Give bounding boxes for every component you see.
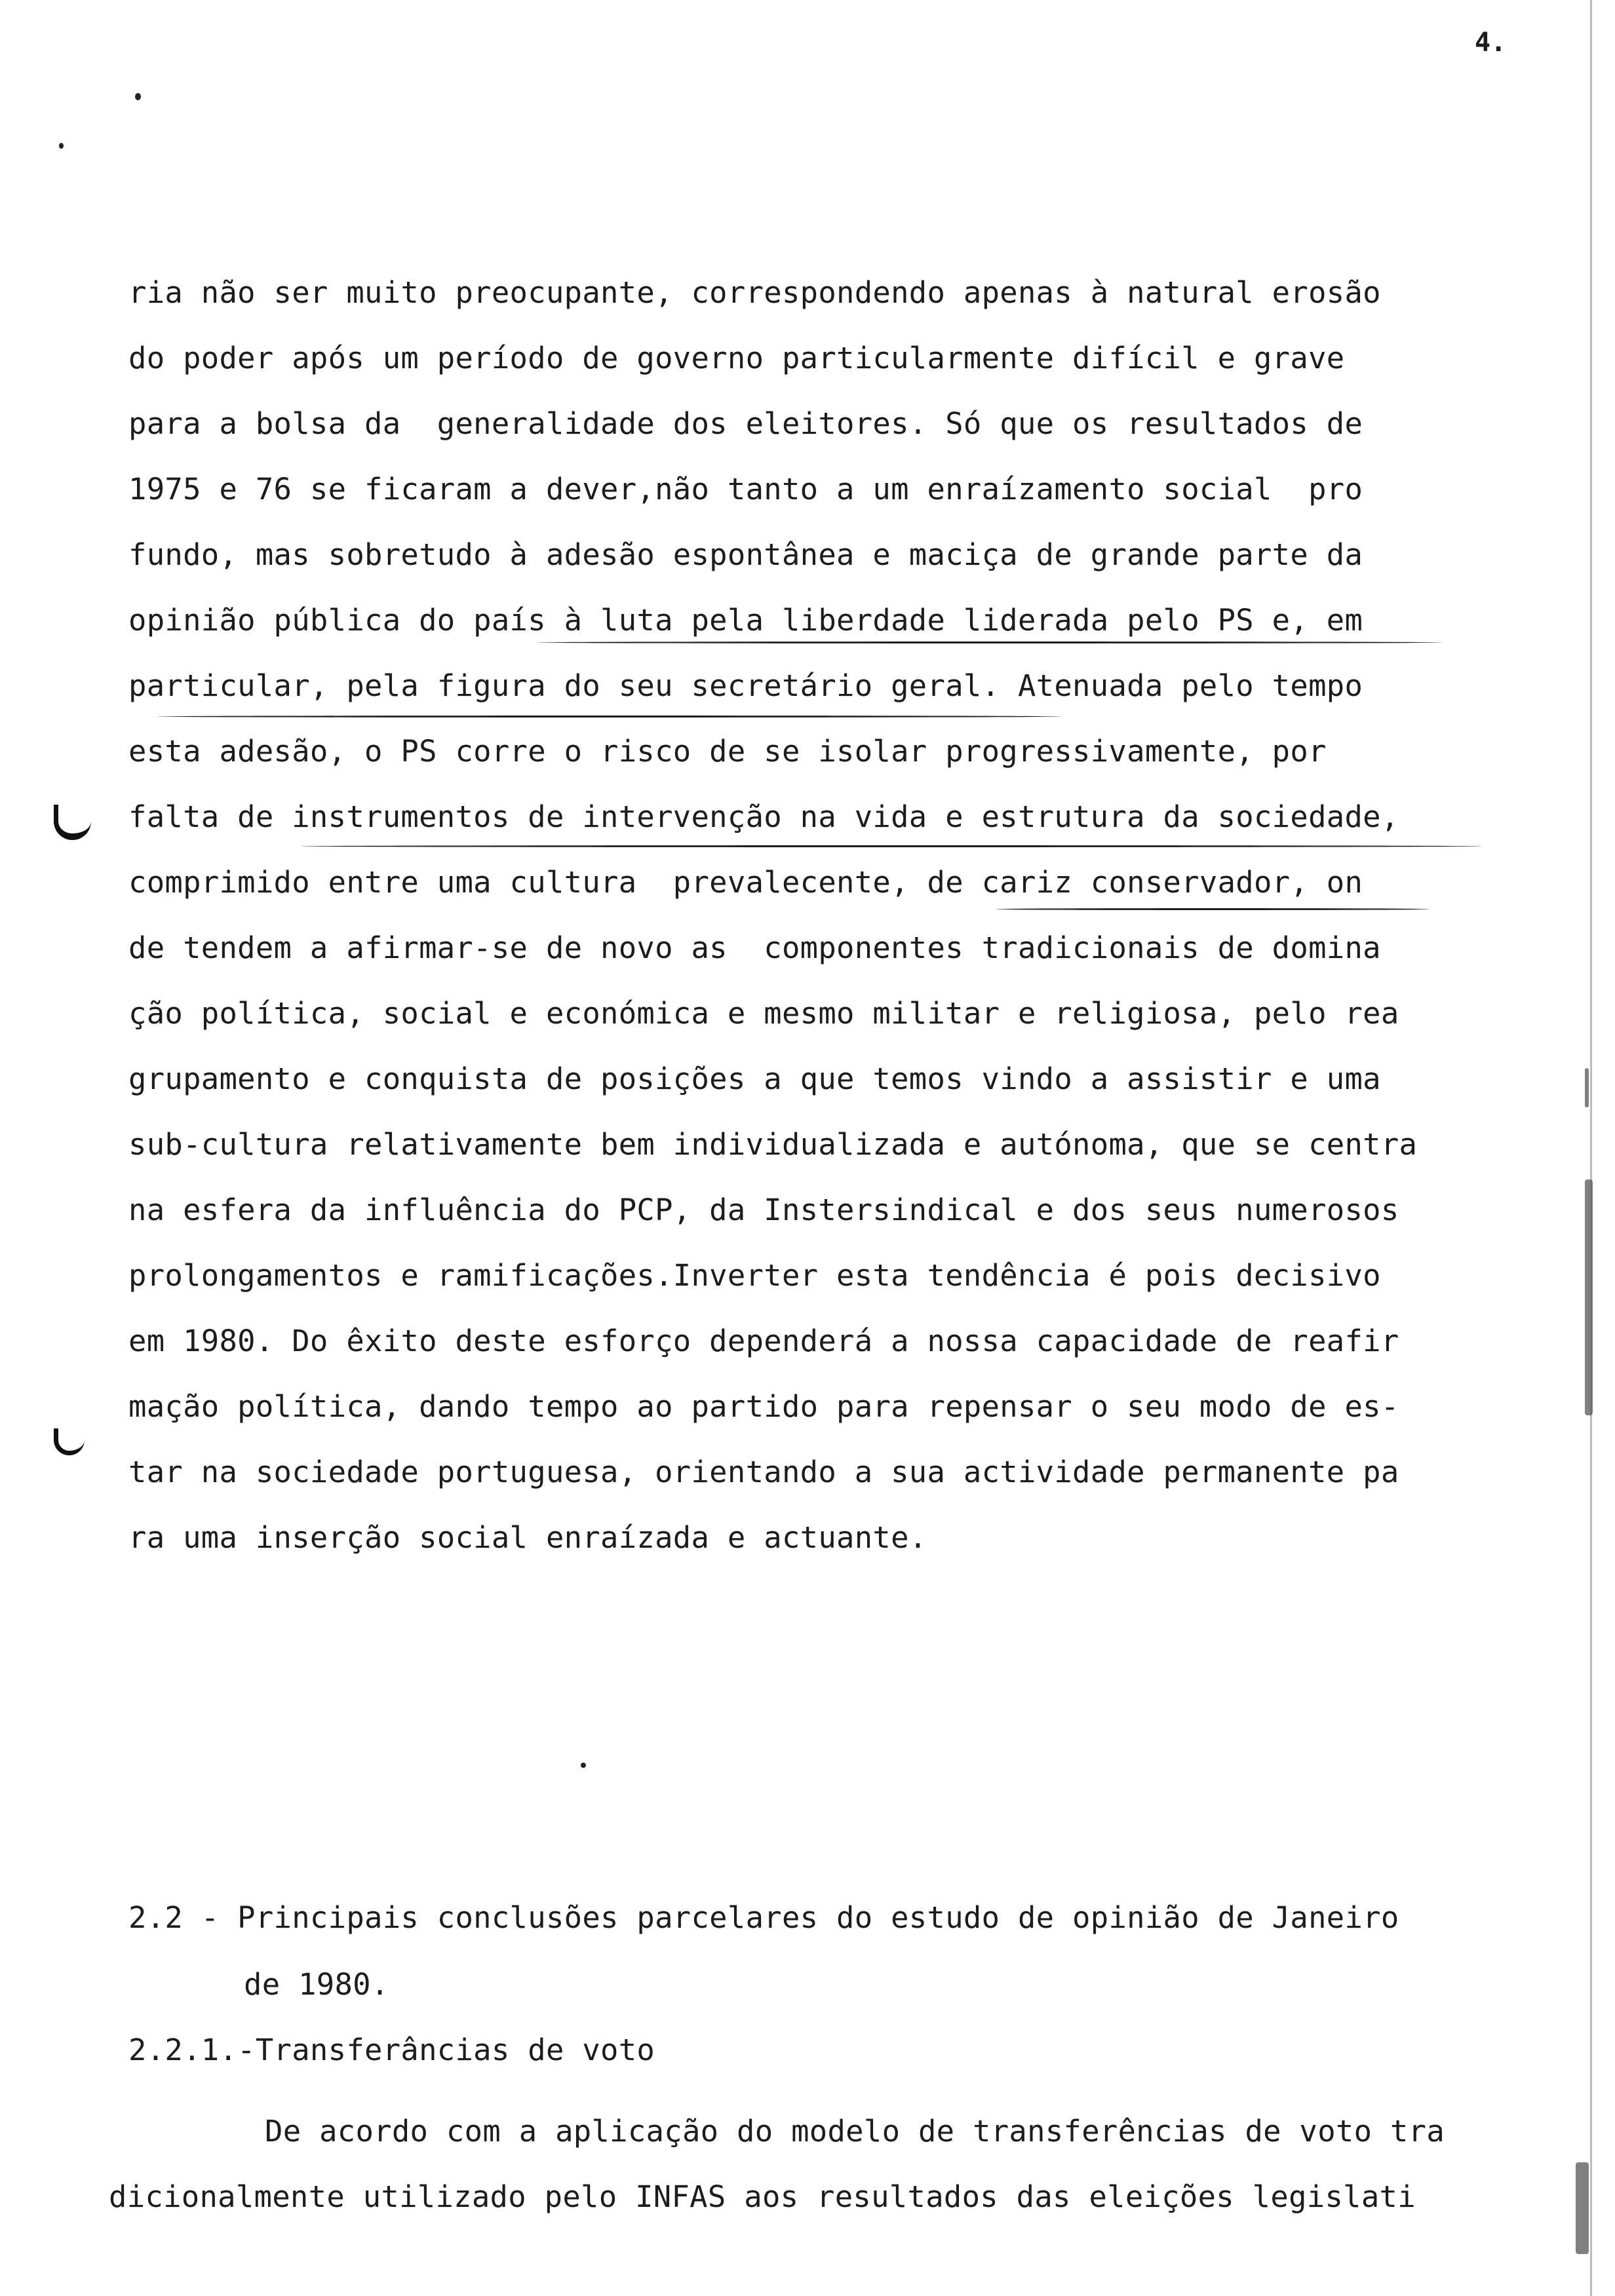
text-line: sub-cultura relativamente bem individualizada e autónoma, que se centra — [128, 1127, 1418, 1162]
text-line: prolongamentos e ramificações.Inverter esta tendência é pois decisivo — [128, 1258, 1381, 1293]
text-line: comprimido entre uma cultura prevalecente, de cariz conservador, on — [128, 865, 1363, 900]
scan-edge-artifact — [1585, 1179, 1593, 1415]
handwritten-underline — [302, 845, 1481, 847]
text-line: ra uma inserção social enraízada e actuante. — [128, 1520, 927, 1555]
text-line: 1975 e 76 se ficaram a dever,não tanto a um enraízamento social pro — [128, 472, 1363, 507]
margin-mark — [54, 805, 91, 840]
scan-edge-artifact — [1590, 0, 1592, 2296]
text-line: opinião pública do país à luta pela liberdade liderada pelo PS e, em — [128, 603, 1363, 638]
text-line: ria não ser muito preocupante, correspondendo apenas à natural erosão — [128, 275, 1381, 310]
text-line: de tendem a afirmar-se de novo as componentes tradicionais de domina — [128, 930, 1381, 965]
text-line: do poder após um período de governo particularmente difícil e grave — [128, 341, 1345, 375]
margin-mark — [54, 1428, 85, 1455]
subsection-heading: 2.2.1.-Transferâncias de voto — [128, 2033, 655, 2067]
ink-speck — [135, 93, 141, 100]
page-number: 4. — [1475, 28, 1507, 58]
text-line: grupamento e conquista de posições a que temos vindo a assistir e uma — [128, 1062, 1381, 1096]
text-line: ção política, social e económica e mesmo militar e religiosa, pelo rea — [128, 996, 1399, 1031]
scan-edge-artifact — [1585, 1068, 1589, 1107]
handwritten-underline — [996, 908, 1429, 910]
text-line: mação política, dando tempo ao partido para repensar o seu modo de es- — [128, 1389, 1399, 1424]
section-heading-line: de 1980. — [244, 1967, 389, 2002]
text-line: tar na sociedade portuguesa, orientando a sua actividade permanente pa — [128, 1455, 1399, 1489]
handwritten-underline — [537, 641, 1442, 643]
ink-speck — [59, 143, 64, 149]
text-line: falta de instrumentos de intervenção na vida e estrutura da sociedade, — [128, 799, 1399, 834]
text-line: na esfera da influência do PCP, da Instersindical e dos seus numerosos — [128, 1193, 1399, 1227]
handwritten-underline — [157, 716, 1062, 718]
text-line: para a bolsa da generalidade dos eleitores. Só que os resultados de — [128, 406, 1363, 441]
text-line: dicionalmente utilizado pelo INFAS aos resultados das eleições legislati — [109, 2179, 1416, 2214]
text-line: fundo, mas sobretudo à adesão espontânea e maciça de grande parte da — [128, 537, 1363, 572]
text-line: em 1980. Do êxito deste esforço dependerá a nossa capacidade de reafir — [128, 1324, 1399, 1358]
ink-speck — [581, 1763, 586, 1768]
section-heading-line: 2.2 - Principais conclusões parcelares do estudo de opinião de Janeiro — [128, 1900, 1399, 1935]
text-line: particular, pela figura do seu secretário geral. Atenuada pelo tempo — [128, 668, 1363, 703]
text-line: esta adesão, o PS corre o risco de se isolar progressivamente, por — [128, 734, 1327, 769]
text-line: De acordo com a aplicação do modelo de transferências de voto tra — [265, 2114, 1445, 2149]
scan-edge-artifact — [1576, 2162, 1589, 2254]
